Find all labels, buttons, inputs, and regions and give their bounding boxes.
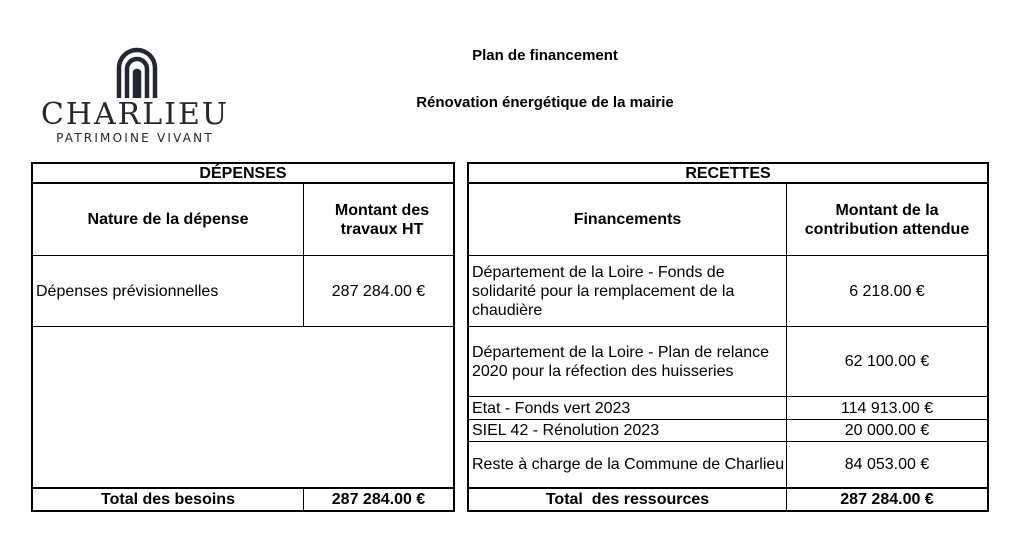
page-subtitle: Rénovation énergétique de la mairie [416,94,674,111]
total-ressources-amount: 287 284.00 € [840,491,934,508]
page-title: Plan de financement [472,47,618,64]
total-besoins-label: Total des besoins [101,491,235,508]
col-nature-header: Nature de la dépense [87,211,249,228]
recettes-header: RECETTES [685,164,771,182]
recette-amount: 6 218.00 € [849,282,925,300]
recette-label: Etat - Fonds vert 2023 [472,399,631,417]
depense-amount: 287 284.00 € [331,282,426,300]
col-montant-contribution-header: Montant de la contribution attendue [804,201,970,238]
recette-amount: 114 913.00 € [840,399,934,417]
recette-label: SIEL 42 - Rénolution 2023 [472,422,660,439]
charlieu-logo [30,30,240,145]
recette-label: Reste à charge de la Commune de Charlieu [472,456,785,473]
recette-label: Département de la Loire - Plan de relance 2020 pour la réfection des huisseries [472,343,770,380]
arch-logo-icon [107,42,167,100]
depenses-header: DÉPENSES [199,164,287,182]
col-montant-travaux-header: Montant des travaux HT [334,201,430,238]
recette-amount: 20 000.00 € [844,422,930,439]
total-besoins-amount: 287 284.00 € [331,491,426,508]
depense-label: Dépenses prévisionnelles [36,282,219,300]
logo-name: CHARLIEU [40,97,230,132]
logo-tagline: PATRIMOINE VIVANT [56,131,214,145]
recette-label: Département de la Loire - Fonds de solidarité pour la remplacement de la chaudière [472,263,735,319]
recette-amount: 62 100.00 € [844,353,930,370]
recette-amount: 84 053.00 € [844,456,930,473]
col-financements-header: Financements [573,211,682,228]
total-ressources-label: Total des ressources [545,491,710,508]
